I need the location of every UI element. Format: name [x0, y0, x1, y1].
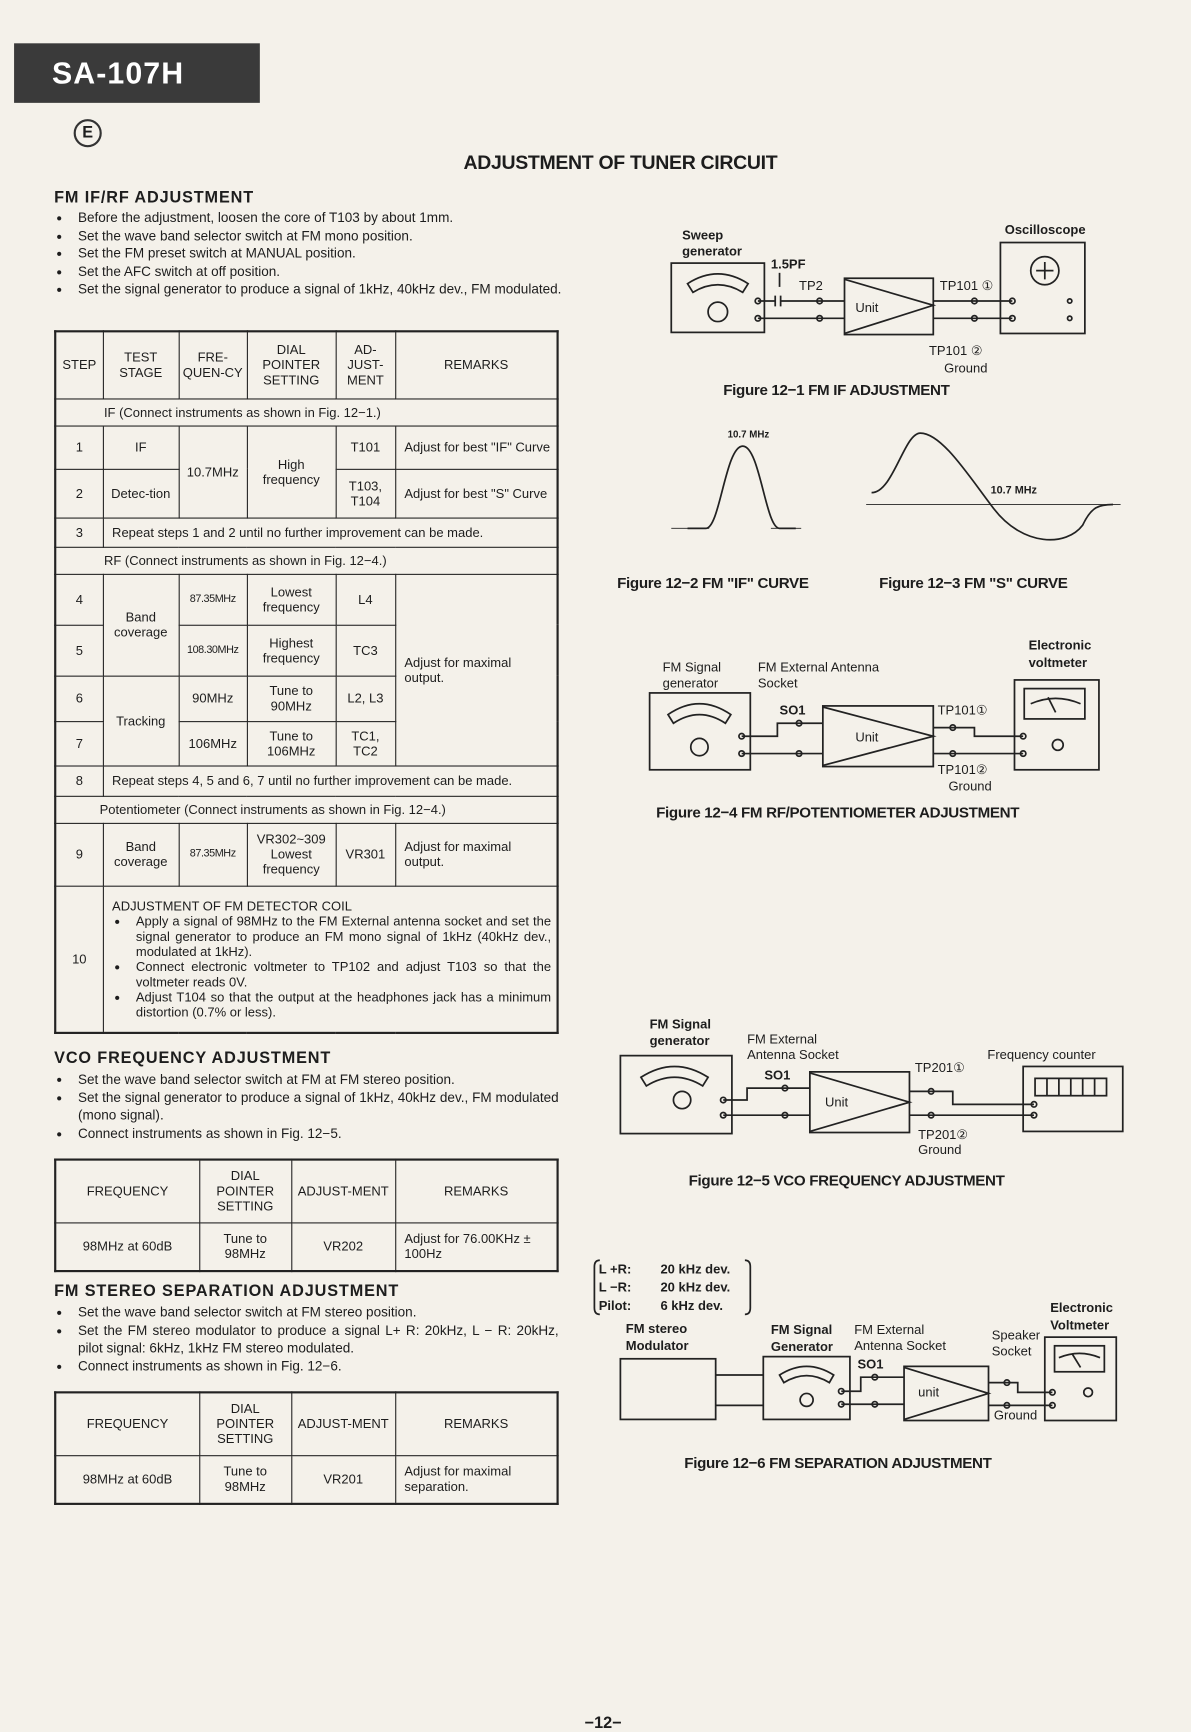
label: Socket [757, 675, 798, 691]
dial: Lowest frequency [247, 574, 336, 625]
frequency-counter-box [1023, 1066, 1123, 1131]
list-item: ● Adjust T104 so that the output at the headphones jack has a minimum distortion (0.7% or less). [112, 989, 551, 1019]
label: Ground [918, 1142, 962, 1158]
remarks: Adjust for best "IF" Curve [395, 426, 557, 469]
wires [909, 1091, 1034, 1115]
label: Oscilloscope [1004, 221, 1086, 237]
detector-coil-heading: ADJUSTMENT OF FM DETECTOR COIL [112, 898, 352, 914]
figure-caption: Figure 12−1 FM IF ADJUSTMENT [723, 382, 950, 400]
vco-heading: VCO FREQUENCY ADJUSTMENT [54, 1049, 332, 1068]
col-adjustment: ADJUST-MENT [291, 1160, 395, 1223]
list-item: ● Set the FM preset switch at MANUAL position. [54, 245, 563, 263]
dial: Highest frequency [247, 625, 336, 676]
adjustment: L2, L3 [336, 676, 396, 721]
label: FM stereo [625, 1320, 688, 1336]
stage: Detec-tion [103, 469, 179, 518]
label: 10.7 MHz [990, 484, 1037, 497]
stereo-separation-heading: FM STEREO SEPARATION ADJUSTMENT [54, 1281, 400, 1301]
stereo-modulator-box [620, 1359, 715, 1420]
label: generator [649, 1032, 710, 1048]
remarks: Repeat steps 4, 5 and 6, 7 until no further improvement can be made. [103, 765, 558, 795]
gauge-icon [641, 1066, 708, 1085]
section-if: IF (Connect instruments as shown in Fig. 12−1.) [55, 398, 557, 425]
figure-caption: Figure 12−6 FM SEPARATION ADJUSTMENT [684, 1455, 992, 1473]
dial-setting: Lowest frequency [262, 846, 320, 877]
dial-range: VR302~309 [256, 831, 326, 847]
col-adjustment: ADJUST-MENT [291, 1392, 395, 1455]
label: L +R: [598, 1261, 632, 1277]
adjustment: TC3 [336, 625, 396, 676]
label: Generator [770, 1339, 833, 1355]
list-item: ● Set the wave band selector switch at FM at FM stereo position. [54, 1071, 559, 1089]
figure-12-3 [866, 433, 1120, 592]
list-item: ● Set the AFC switch at off position. [54, 263, 563, 281]
voltmeter-box [1045, 1337, 1116, 1420]
label: FM Signal [662, 659, 722, 675]
col-remarks: REMARKS [395, 1392, 557, 1455]
label: generator [682, 243, 742, 259]
meter-window-icon [1024, 689, 1085, 719]
stage: IF [103, 426, 179, 469]
figure-12-4 [650, 638, 1099, 822]
remarks: Adjust for 76.00KHz ± 100Hz [395, 1222, 557, 1271]
step: 5 [55, 625, 103, 676]
step: 3 [55, 518, 103, 547]
list-item: ● Set the wave band selector switch at FM stereo position. [54, 1304, 559, 1322]
frequency: 98MHz at 60dB [55, 1455, 199, 1504]
label: Electronic [1028, 637, 1092, 653]
col-frequency: FREQUENCY [55, 1160, 199, 1223]
figure-caption: Figure 12−2 FM "IF" CURVE [617, 574, 809, 592]
figure-12-5 [620, 1017, 1122, 1190]
adjustment: VR301 [336, 823, 396, 886]
label: TP101 ① [939, 278, 994, 294]
region-mark: E [74, 119, 102, 147]
label: Voltmeter [1050, 1317, 1110, 1333]
list-item: ● Connect electronic voltmeter to TP102 and adjust T103 so that the voltmeter reads 0V. [112, 959, 551, 989]
frequency: 87.35MHz [179, 574, 247, 625]
label: Unit [855, 299, 879, 315]
step: 1 [55, 426, 103, 469]
fm-ifrf-heading: FM IF/RF ADJUSTMENT [54, 188, 255, 207]
col-frequency: FREQUENCY [55, 1392, 199, 1455]
knob-icon [708, 302, 727, 321]
step: 2 [55, 469, 103, 518]
knob-icon [673, 1091, 690, 1108]
dial: Tune to 106MHz [247, 721, 336, 765]
remarks: Adjust for maximal output. [395, 823, 557, 886]
label: unit [918, 1384, 940, 1400]
stage: Band coverage [103, 574, 179, 676]
label: Socket [991, 1343, 1032, 1359]
knob-icon [800, 1393, 813, 1406]
label: TP201① [914, 1059, 965, 1075]
adjustment: T101 [336, 426, 396, 469]
step: 8 [55, 765, 103, 795]
label: TP101 ② [928, 343, 983, 359]
label: Unit [855, 729, 879, 745]
page-number: −12− [584, 1713, 622, 1732]
frequency: 10.7MHz [179, 426, 247, 518]
list-item: ● Connect instruments as shown in Fig. 12−6. [54, 1357, 559, 1375]
label: L −R: [598, 1279, 632, 1295]
label: Electronic [1050, 1300, 1114, 1316]
label: Antenna Socket [747, 1046, 839, 1062]
model-badge: SA-107H [14, 43, 260, 103]
col-remarks: REMARKS [395, 331, 557, 398]
label: FM Signal [770, 1321, 833, 1337]
label: SO1 [857, 1356, 884, 1372]
label: voltmeter [1028, 654, 1088, 670]
label: FM Signal [649, 1016, 711, 1032]
gauge-icon [668, 704, 731, 723]
gauge-icon [688, 274, 749, 292]
frequency: 108.30MHz [179, 625, 247, 676]
list-item: ● Set the signal generator to produce a signal of 1kHz, 40kHz dev., FM modulated. [54, 280, 563, 298]
figure-12-2 [617, 429, 809, 591]
step: 4 [55, 574, 103, 625]
section-potentiometer: Potentiometer (Connect instruments as shown in Fig. 12−4.) [55, 796, 557, 823]
col-adjustment: AD-JUST-MENT [336, 331, 396, 398]
remarks: Adjust for best "S" Curve [395, 469, 557, 518]
col-dial-pointer: DIAL POINTER SETTING [199, 1160, 291, 1223]
label: 1.5PF [770, 256, 806, 272]
adjustment: VR201 [291, 1455, 395, 1504]
col-test-stage: TEST STAGE [103, 331, 179, 398]
label: SO1 [779, 702, 806, 718]
remarks: Adjust for maximal output. [395, 574, 557, 766]
list-item: ● Set the FM stereo modulator to produce a signal L+ R: 20kHz, L − R: 20kHz, pilot signal: 6kHz, 1kHz FM stereo modulated. [54, 1321, 559, 1357]
figure-caption: Figure 12−3 FM "S" CURVE [879, 574, 1068, 592]
label: FM External [854, 1321, 925, 1337]
remarks: Repeat steps 1 and 2 until no further improvement can be made. [103, 518, 558, 547]
frequency: 87.35MHz [179, 823, 247, 886]
dial: Tune to 98MHz [199, 1222, 291, 1271]
label: FM External Antenna [757, 659, 880, 675]
figure-caption: Figure 12−5 VCO FREQUENCY ADJUSTMENT [688, 1172, 1005, 1190]
label: Antenna Socket [854, 1338, 946, 1354]
adjustment: TC1, TC2 [336, 721, 396, 765]
label: Unit [825, 1094, 849, 1110]
label: generator [662, 675, 719, 691]
step: 10 [55, 886, 103, 1033]
wires [723, 1088, 810, 1115]
label: Speaker [991, 1327, 1041, 1343]
label: TP201② [918, 1127, 969, 1143]
label: Frequency counter [987, 1046, 1096, 1062]
adjustment: L4 [336, 574, 396, 625]
label: Pilot: [598, 1298, 632, 1314]
remarks: Adjust for maximal separation. [395, 1455, 557, 1504]
meter-window-icon [1055, 1346, 1105, 1372]
label: FM External [747, 1031, 818, 1047]
figure-12-6 [594, 1260, 1116, 1472]
knob-icon [691, 738, 708, 755]
stage: Band coverage [103, 823, 179, 886]
label: TP101① [937, 702, 988, 718]
col-step: STEP [55, 331, 103, 398]
label: Ground [948, 778, 992, 794]
voltmeter-box [1014, 680, 1098, 770]
wires [758, 296, 845, 319]
list-item: ● Before the adjustment, loosen the core of T103 by about 1mm. [54, 209, 563, 227]
figure-12-1 [671, 222, 1085, 399]
wires [933, 728, 1023, 754]
step: 6 [55, 676, 103, 721]
dial: Tune to 90MHz [247, 676, 336, 721]
value: 20 kHz dev. [660, 1279, 731, 1295]
value: 6 kHz dev. [660, 1298, 723, 1314]
frequency: 98MHz at 60dB [55, 1222, 199, 1271]
if-curve [688, 446, 796, 528]
col-dial-pointer: DIAL POINTER SETTING [247, 331, 336, 398]
wires [742, 723, 823, 753]
stage: Tracking [103, 676, 179, 766]
frequency: 106MHz [179, 721, 247, 765]
label: 10.7 MHz [727, 429, 770, 441]
list-item: ● Connect instruments as shown in Fig. 12−5. [54, 1124, 559, 1142]
list-item: ● Set the wave band selector switch at FM mono position. [54, 227, 563, 245]
list-item: ● Apply a signal of 98MHz to the FM External antenna socket and set the signal generator to produce an FM mono signal of 1kHz (40kHz dev., modulated at 1kHz). [112, 914, 551, 959]
label: Sweep [682, 227, 724, 243]
step: 7 [55, 721, 103, 765]
col-dial-pointer: DIAL POINTER SETTING [199, 1392, 291, 1455]
label: Ground [944, 360, 988, 376]
label: Ground [993, 1407, 1038, 1423]
adjustment: VR202 [291, 1222, 395, 1271]
page-title: ADJUSTMENT OF TUNER CIRCUIT [463, 151, 778, 174]
list-item: ● Set the signal generator to produce a signal of 1kHz, 40kHz dev., FM modulated (mono signal). [54, 1089, 559, 1125]
label: SO1 [764, 1067, 791, 1083]
label: Modulator [625, 1338, 689, 1354]
step: 9 [55, 823, 103, 886]
gauge-icon [780, 1366, 834, 1382]
unit-box [904, 1366, 988, 1420]
col-remarks: REMARKS [395, 1160, 557, 1223]
label: TP2 [799, 278, 823, 294]
adjustment: T103, T104 [336, 469, 396, 518]
dial: High frequency [247, 426, 336, 518]
frequency: 90MHz [179, 676, 247, 721]
col-frequency: FRE-QUEN-CY [179, 331, 247, 398]
figure-caption: Figure 12−4 FM RF/POTENTIOMETER ADJUSTMENT [656, 804, 1020, 822]
value: 20 kHz dev. [660, 1261, 731, 1277]
dial: Tune to 98MHz [199, 1455, 291, 1504]
section-rf: RF (Connect instruments as shown in Fig. 12−4.) [55, 547, 557, 574]
wires [989, 1383, 1053, 1406]
label: TP101② [937, 762, 988, 778]
